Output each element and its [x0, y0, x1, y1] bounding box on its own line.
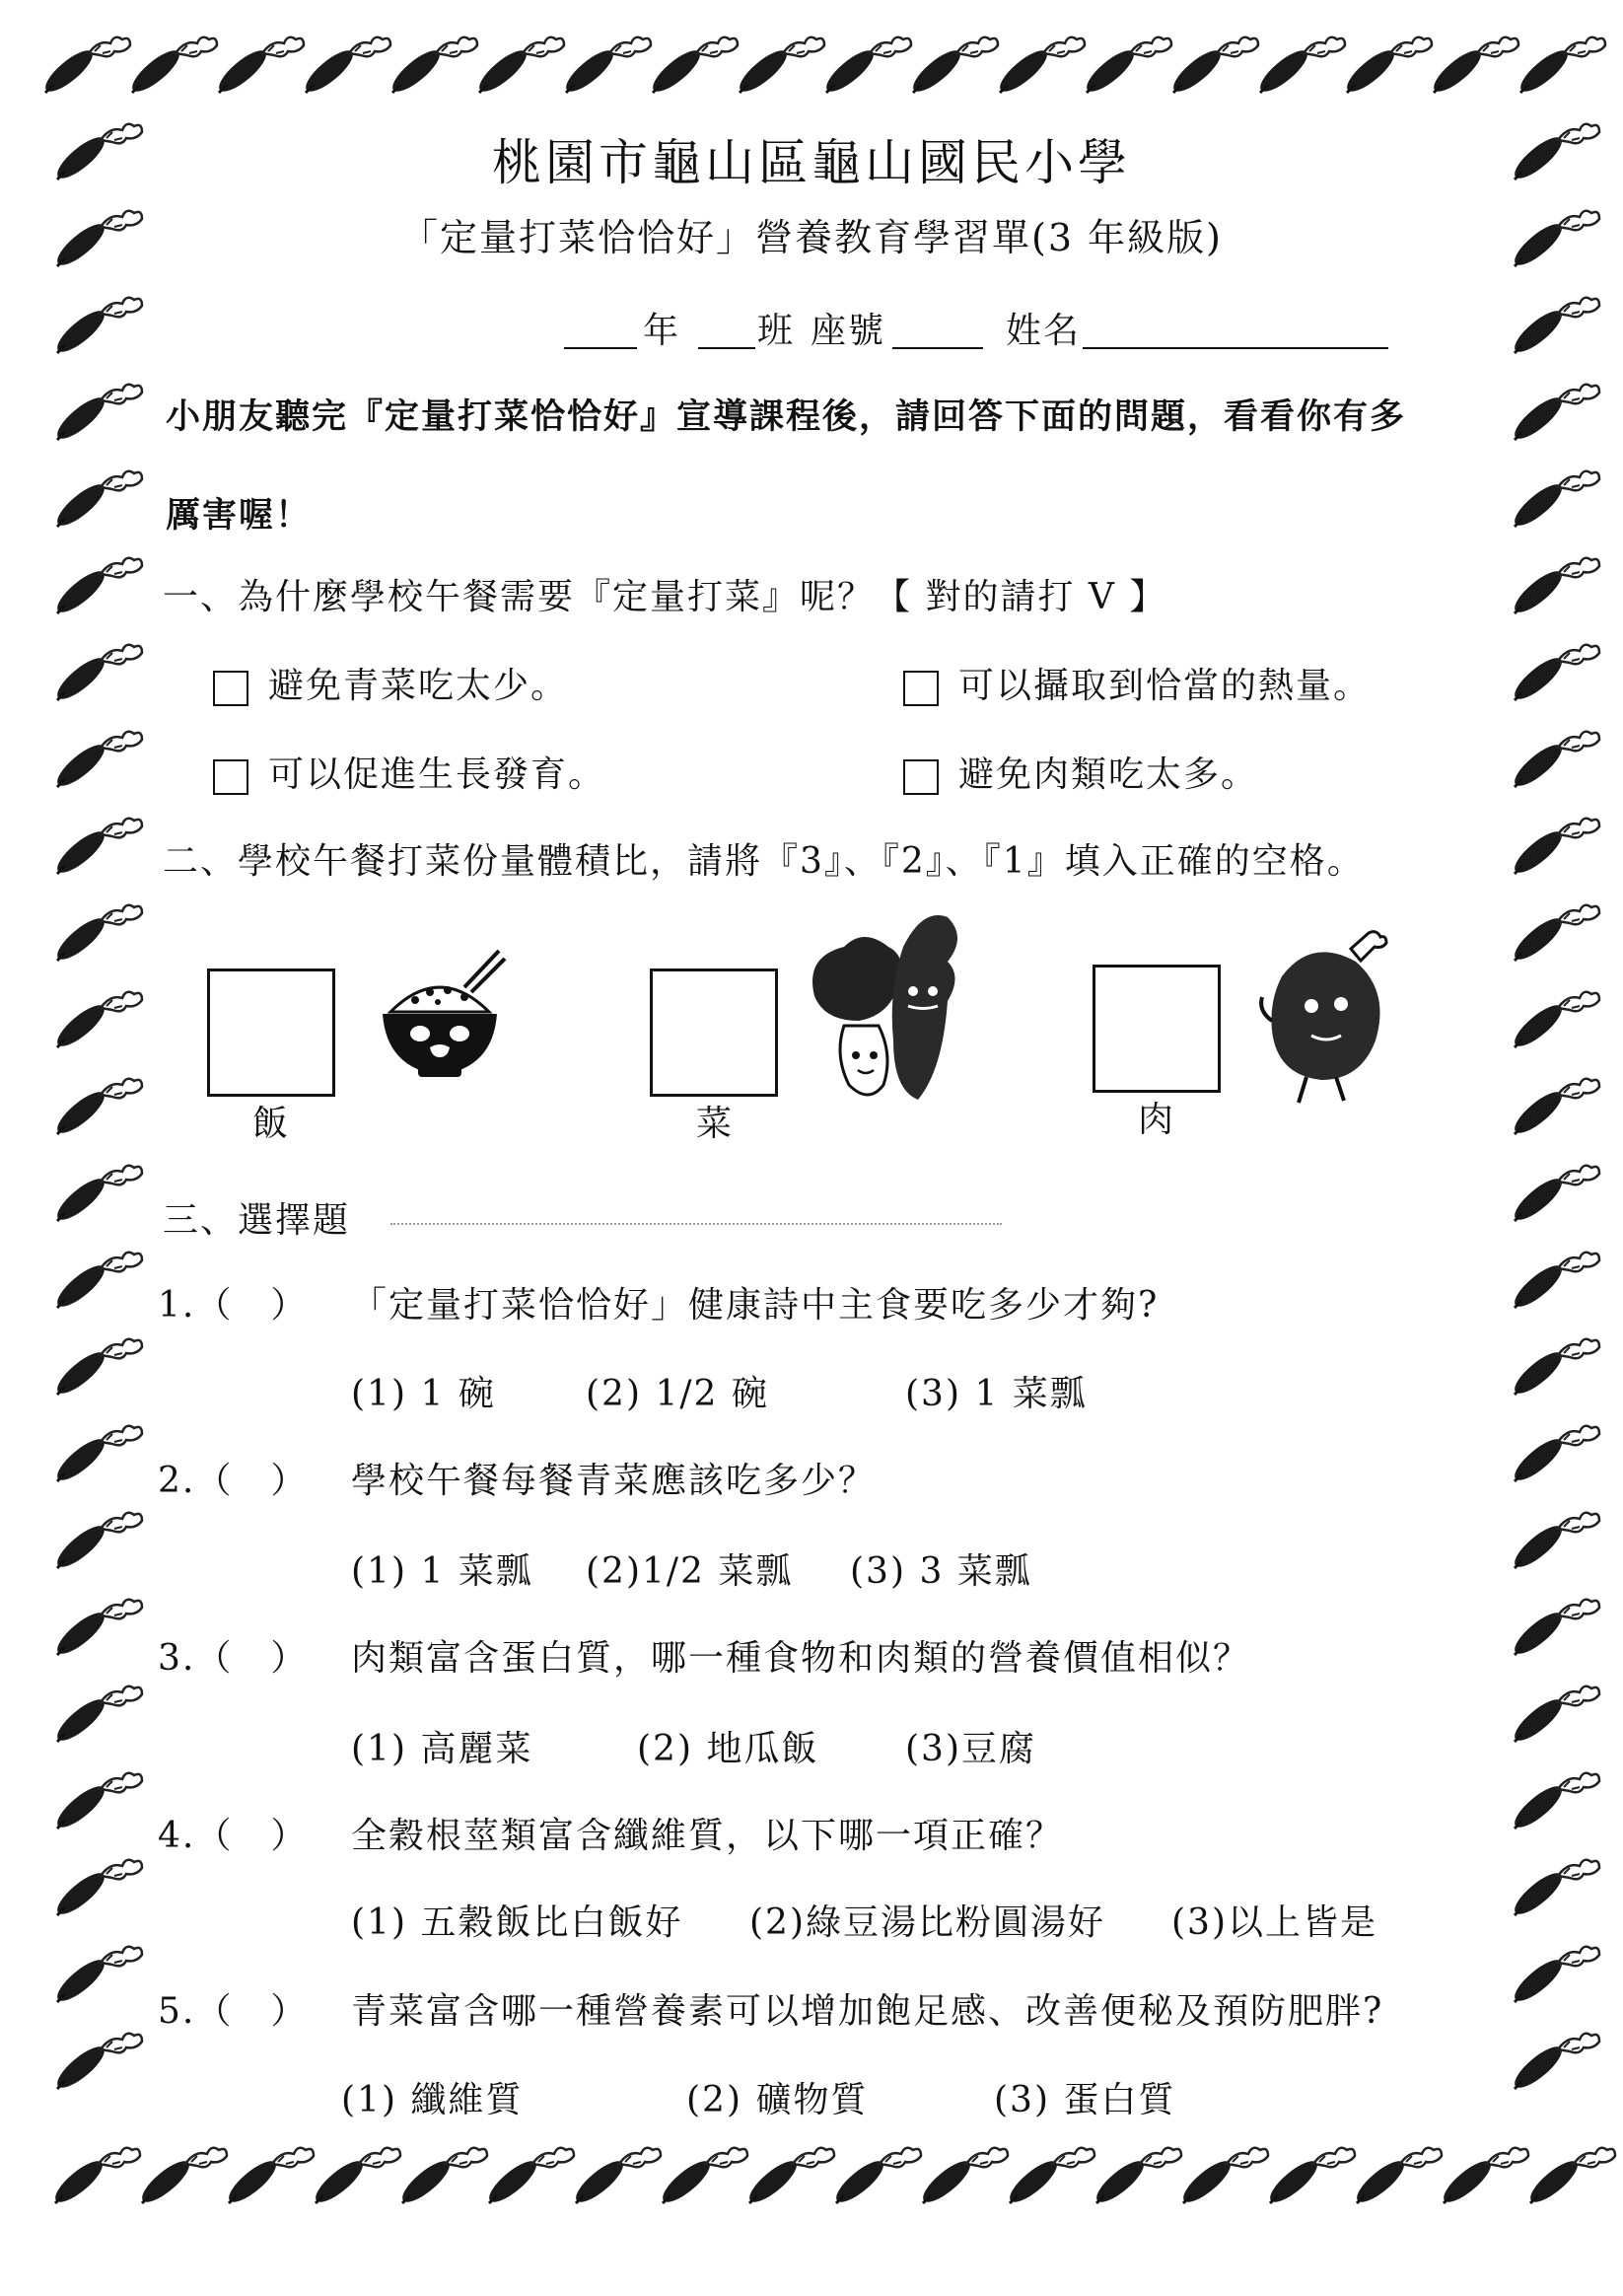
border-vegetable — [1510, 1773, 1599, 1833]
border-vegetable — [1005, 2148, 1094, 2208]
border-vegetable — [52, 471, 142, 532]
border-vegetable — [1510, 1600, 1599, 1660]
option-4-label: 避免肉類吃太多。 — [958, 754, 1259, 795]
border-vegetable — [52, 298, 142, 358]
q3-choice-1: (1) 高麗菜 — [351, 1729, 533, 1769]
border-vegetable — [52, 645, 142, 705]
intro-line-1: 小朋友聽完『定量打菜恰恰好』宣導課程後，請回答下面的問題，看看你有多 — [166, 397, 1407, 437]
border-vegetable — [1525, 2148, 1615, 2208]
border-vegetable — [1510, 1860, 1599, 1920]
name-label: 姓名 — [1006, 311, 1082, 351]
checkbox-option-4[interactable] — [903, 759, 939, 795]
border-vegetable — [1168, 37, 1258, 98]
border-vegetable — [52, 1426, 142, 1486]
border-vegetable — [1510, 732, 1599, 792]
border-vegetable — [1510, 1339, 1599, 1399]
question-2-answer-slot[interactable]: 2.（ ） — [158, 1461, 309, 1501]
border-vegetable — [127, 37, 217, 98]
q2-choice-3: (3) 3 菜瓢 — [850, 1551, 1032, 1592]
border-vegetable — [52, 1339, 142, 1399]
border-vegetable — [474, 37, 564, 98]
question-5-answer-slot[interactable]: 5.（ ） — [158, 1991, 309, 2032]
border-vegetable — [995, 37, 1085, 98]
border-vegetable — [52, 2034, 142, 2094]
question-3-text: 肉類富含蛋白質，哪一種食物和肉類的營養價值相似？ — [351, 1638, 1251, 1679]
border-vegetable — [52, 1947, 142, 2007]
border-vegetable — [52, 1600, 142, 1660]
question-5-text: 青菜富含哪一種營養素可以增加飽足感、改善便秘及預防肥胖? — [351, 1991, 1384, 2032]
border-vegetable — [1178, 2148, 1268, 2208]
border-vegetable — [561, 37, 651, 98]
border-vegetable — [1510, 2034, 1599, 2094]
border-vegetable — [821, 37, 911, 98]
vegetable-label: 菜 — [696, 1104, 735, 1144]
q2-choice-2: (2)1/2 菜瓢 — [586, 1551, 794, 1592]
border-vegetable — [735, 37, 824, 98]
border-vegetable — [52, 732, 142, 792]
border-vegetable — [1510, 1166, 1599, 1226]
q1-choice-1: (1) 1 碗 — [351, 1374, 496, 1414]
border-vegetable — [1352, 2148, 1442, 2208]
border-vegetable — [1510, 645, 1599, 705]
border-vegetable — [1510, 1079, 1599, 1139]
option-3-label: 可以促進生長發育。 — [268, 754, 606, 795]
question-2-text: 學校午餐每餐青菜應該吃多少？ — [351, 1461, 877, 1501]
border-vegetable — [311, 2148, 400, 2208]
border-vegetable — [388, 37, 477, 98]
checkbox-option-1[interactable] — [213, 671, 248, 706]
border-vegetable — [1439, 2148, 1528, 2208]
border-vegetable — [137, 2148, 227, 2208]
border-vegetable — [648, 37, 738, 98]
year-label: 年 — [643, 311, 681, 351]
question-1-answer-slot[interactable]: 1.（ ） — [158, 1285, 309, 1326]
q4-choice-3: (3)以上皆是 — [1171, 1902, 1377, 1943]
q1-choice-2: (2) 1/2 碗 — [586, 1374, 769, 1414]
border-vegetable — [52, 1513, 142, 1573]
intro-line-2: 厲害喔！ — [166, 496, 313, 536]
question-3-answer-slot[interactable]: 3.（ ） — [158, 1638, 309, 1679]
checkbox-option-2[interactable] — [903, 671, 939, 706]
scan-artifact-dots — [390, 1223, 1002, 1225]
border-vegetable — [1255, 37, 1345, 98]
border-vegetable — [40, 37, 130, 98]
border-vegetable — [52, 992, 142, 1052]
checkbox-option-3[interactable] — [213, 759, 248, 795]
year-blank[interactable] — [564, 347, 637, 349]
border-vegetable — [1510, 558, 1599, 618]
option-1-label: 避免青菜吃太少。 — [268, 666, 569, 706]
seat-label: 座號 — [811, 311, 886, 351]
border-vegetable — [1510, 385, 1599, 445]
meat-icon — [1252, 927, 1400, 1114]
q5-choice-2: (2) 礦物質 — [686, 2080, 869, 2120]
border-vegetable — [1510, 1426, 1599, 1486]
border-vegetable — [484, 2148, 574, 2208]
rice-answer-box[interactable] — [207, 969, 335, 1097]
border-vegetable — [1510, 298, 1599, 358]
border-vegetable — [1342, 37, 1432, 98]
q3-choice-2: (2) 地瓜飯 — [637, 1729, 819, 1769]
border-vegetable — [1510, 1947, 1599, 2007]
meat-label: 肉 — [1138, 1100, 1176, 1140]
question-4-text: 全穀根莖類富含纖維質，以下哪一項正確？ — [351, 1816, 1064, 1856]
border-vegetable — [831, 2148, 921, 2208]
meat-answer-box[interactable] — [1093, 965, 1221, 1093]
border-vegetable — [214, 37, 304, 98]
border-vegetable — [1082, 37, 1171, 98]
question-1-text: 「定量打菜恰恰好」健康詩中主食要吃多少才夠? — [351, 1285, 1160, 1326]
border-vegetable — [52, 819, 142, 879]
border-vegetable — [301, 37, 390, 98]
border-vegetable — [1265, 2148, 1355, 2208]
class-blank[interactable] — [698, 347, 755, 349]
q1-choice-3: (3) 1 菜瓢 — [905, 1374, 1088, 1414]
rice-label: 飯 — [252, 1104, 291, 1144]
border-vegetable — [1092, 2148, 1181, 2208]
q5-choice-3: (3) 蛋白質 — [994, 2080, 1176, 2120]
vegetables-icon — [795, 907, 972, 1114]
border-vegetable — [52, 558, 142, 618]
section-2-title: 二、學校午餐打菜份量體積比，請將『3』、『2』、『1』填入正確的空格。 — [163, 841, 1365, 882]
border-vegetable — [52, 385, 142, 445]
seat-blank[interactable] — [892, 347, 983, 349]
border-vegetable — [1510, 1513, 1599, 1573]
option-2-label: 可以攝取到恰當的熱量。 — [958, 666, 1372, 706]
border-vegetable — [52, 1253, 142, 1313]
border-vegetable — [50, 2148, 140, 2208]
class-label: 班 — [757, 311, 796, 351]
border-vegetable — [224, 2148, 314, 2208]
q3-choice-3: (3)豆腐 — [905, 1729, 1036, 1769]
section-3-title: 三、選擇題 — [163, 1200, 351, 1241]
q5-choice-1: (1) 纖維質 — [341, 2080, 524, 2120]
section-1-title: 一、為什麼學校午餐需要『定量打菜』呢？【 對的請打 V 】 — [163, 577, 1167, 617]
border-vegetable — [52, 1860, 142, 1920]
border-vegetable — [1510, 905, 1599, 966]
border-vegetable — [1510, 992, 1599, 1052]
name-blank[interactable] — [1083, 347, 1388, 349]
border-vegetable — [908, 37, 998, 98]
border-vegetable — [1516, 37, 1605, 98]
question-4-answer-slot[interactable]: 4.（ ） — [158, 1816, 309, 1856]
q2-choice-1: (1) 1 菜瓢 — [351, 1551, 533, 1592]
border-vegetable — [52, 905, 142, 966]
border-vegetable — [52, 1686, 142, 1747]
border-vegetable — [1429, 37, 1518, 98]
border-vegetable — [1510, 819, 1599, 879]
border-vegetable — [52, 1079, 142, 1139]
border-vegetable — [1510, 1253, 1599, 1313]
worksheet-subtitle: 「定量打菜恰恰好」營養教育學習單(3 年級版) — [400, 216, 1223, 259]
border-vegetable — [571, 2148, 661, 2208]
q4-choice-1: (1) 五穀飯比白飯好 — [351, 1902, 683, 1943]
border-vegetable — [1510, 1686, 1599, 1747]
vegetable-answer-box[interactable] — [650, 969, 778, 1097]
school-name: 桃園市龜山區龜山國民小學 — [492, 134, 1131, 191]
rice-bowl-icon — [371, 943, 509, 1091]
border-vegetable — [918, 2148, 1008, 2208]
border-vegetable — [397, 2148, 487, 2208]
q4-choice-2: (2)綠豆湯比粉圓湯好 — [749, 1902, 1105, 1943]
border-vegetable — [1510, 471, 1599, 532]
border-vegetable — [744, 2148, 834, 2208]
border-vegetable — [658, 2148, 747, 2208]
border-vegetable — [52, 1773, 142, 1833]
border-vegetable — [52, 1166, 142, 1226]
